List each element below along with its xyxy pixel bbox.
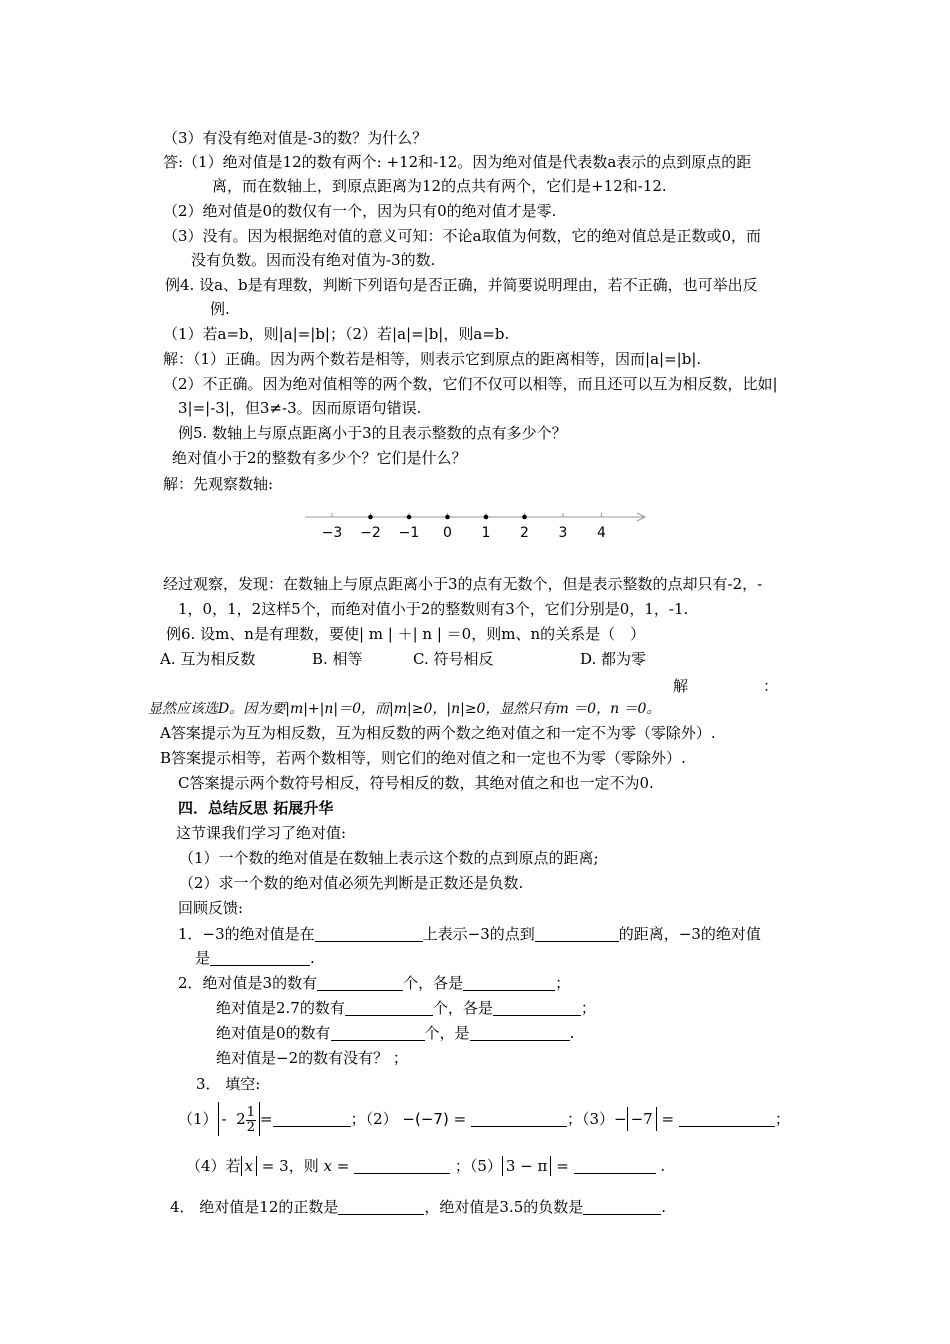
summary-point-1: （1）一个数的绝对值是在数轴上表示这个数的点到原点的距离; <box>179 849 599 867</box>
integer-point <box>407 515 412 520</box>
example-6-solution: 显然应该选D。因为要|m|+|n|＝0，而|m|≥0，|n|≥0，显然只有m ＝0，n ＝0。 <box>148 701 661 717</box>
option-d: D. 都为零 <box>580 650 647 668</box>
example-4-statements: （1）若a=b，则|a|=|b|；（2）若|a|=|b|，则a=b. <box>163 325 510 343</box>
example-4-title-cont: 例. <box>210 300 230 318</box>
exercise-1-blank-3[interactable] <box>210 949 310 966</box>
tick-label: 4 <box>597 525 606 541</box>
exercise-3-blank-5[interactable] <box>574 1157 656 1174</box>
exercise-1-blank-2[interactable] <box>535 925 619 942</box>
fraction: $\frac{1}{2}$ <box>246 1104 255 1135</box>
example-5-title: 例5. 数轴上与原点距离小于3的且表示整数的点有多少个？ <box>178 424 567 442</box>
exercise-2a-blank-2[interactable] <box>463 974 555 991</box>
summary-intro: 这节课我们学习了绝对值: <box>176 824 347 842</box>
exercise-3-blank-1[interactable] <box>273 1110 351 1127</box>
integer-point <box>368 515 373 520</box>
exercise-2b-blank-1[interactable] <box>345 999 433 1016</box>
exercise-2c-blank-2[interactable] <box>470 1024 570 1041</box>
exercise-3-blank-3[interactable] <box>679 1110 775 1127</box>
question-3: （3）有没有绝对值是-3的数？为什么？ <box>163 129 428 147</box>
exercise-1-blank-1[interactable] <box>315 925 423 942</box>
exercise-4-blank-2[interactable] <box>583 1198 661 1215</box>
tick-label: −1 <box>398 525 420 541</box>
summary-point-2: （2）求一个数的绝对值必须先判断是正数还是负数. <box>179 874 524 892</box>
example-4-solution-3: 3|=|-3|，但3≠-3。因而原语句错误. <box>178 399 422 417</box>
exercise-2b: 绝对值是2.7的数有 个，各是 ； <box>216 999 596 1017</box>
exercise-4: 4． 绝对值是12的正数是 ，绝对值是3.5的负数是 . <box>170 1198 667 1216</box>
answer-a-note: A答案提示为互为相反数，互为相反数的两个数之绝对值之和一定不为零（零除外）. <box>160 724 716 742</box>
observation-1: 经过观察，发现：在数轴上与原点距离小于3的点有无数个，但是表示整数的点却只有-2，- <box>163 575 763 593</box>
answer-line-4: （3）没有。因为根据绝对值的意义可知：不论a取值为何数，它的绝对值总是正数或0，而 <box>163 227 762 245</box>
integer-point <box>522 515 527 520</box>
exercise-2c-blank-1[interactable] <box>331 1024 425 1041</box>
exercise-2b-blank-2[interactable] <box>493 999 581 1016</box>
example-4-solution-1: 解：（1）正确。因为两个数若是相等，则表示它到原点的距离相等，因而|a|=|b|. <box>163 350 702 368</box>
answer-line-3: （2）绝对值是0的数仅有一个，因为只有0的绝对值才是零. <box>163 202 557 220</box>
option-b: B. 相等 <box>312 650 363 668</box>
tick-label: −2 <box>360 525 381 541</box>
exercise-3-row-2: （4）若 x = 3，则 x = ；（5） 3 − π = . <box>186 1157 666 1175</box>
review-label: 回顾反馈: <box>178 899 244 917</box>
tick-label: −3 <box>321 525 343 541</box>
exercise-2c: 绝对值是0的数有 个，是 . <box>216 1024 575 1042</box>
solution-label: 解 ： <box>673 677 779 695</box>
abs-expression-5: 3 − π <box>502 1156 552 1176</box>
exercise-3-title: 3． 填空: <box>196 1075 261 1093</box>
tick-label: 0 <box>443 525 452 541</box>
exercise-3-row-1: （1） - 2 $\frac{1}{2}$ = ；（2） −(−7) = ；（3）− −7 = ； <box>178 1102 790 1136</box>
section-heading: 四．总结反思 拓展升华 <box>178 799 334 817</box>
exercise-2a-blank-1[interactable] <box>317 974 403 991</box>
number-line <box>300 502 660 550</box>
example-5-question: 绝对值小于2的整数有多少个？它们是什么？ <box>172 449 467 467</box>
option-c: C. 符号相反 <box>413 650 494 668</box>
integer-point <box>484 515 489 520</box>
exercise-1-cont: 是 . <box>195 949 315 967</box>
abs-expression-4: x <box>241 1156 257 1176</box>
exercise-3-blank-2[interactable] <box>471 1110 567 1127</box>
exercise-2a: 2．绝对值是3的数有 个，各是 ； <box>178 974 571 992</box>
answer-line-5: 没有负数。因而没有绝对值为-3的数. <box>191 251 436 269</box>
answer-b-note: B答案提示相等，若两个数相等，则它们的绝对值之和一定也不为零（零除外）. <box>160 749 686 767</box>
exercise-1: 1．−3的绝对值是在 上表示−3的点到 的距离，−3的绝对值 <box>178 925 761 943</box>
tick-label: 1 <box>481 525 491 541</box>
option-a: A. 互为相反数 <box>160 650 256 668</box>
abs-expression-1: - 2 $\frac{1}{2}$ <box>218 1102 260 1136</box>
integer-point <box>445 515 450 520</box>
example-4-solution-2: （2）不正确。因为绝对值相等的两个数，它们不仅可以相等，而且还可以互为相反数，比如| <box>163 375 778 393</box>
abs-expression-3: −7 <box>627 1107 657 1131</box>
example-4-title: 例4. 设a、b是有理数，判断下列语句是否正确，并简要说明理由，若不正确，也可举出反 <box>165 276 758 294</box>
example-5-solution: 解：先观察数轴: <box>163 475 274 493</box>
example-6-title: 例6. 设m、n是有理数，要使| m | ＋| n | ＝0，则m、n的关系是（ ） <box>166 625 646 643</box>
exercise-2d: 绝对值是−2的数有没有？ ； <box>216 1049 408 1067</box>
answer-line-2: 离，而在数轴上，到原点距离为12的点共有两个，它们是+12和-12. <box>212 177 667 195</box>
tick-label: 3 <box>558 525 568 541</box>
observation-2: 1，0，1，2这样5个，而绝对值小于2的整数则有3个，它们分别是0，1，-1. <box>178 600 689 618</box>
exercise-4-blank-1[interactable] <box>338 1198 424 1215</box>
answer-line-1: 答:（1）绝对值是12的数有两个: +12和-12。因为绝对值是代表数a表示的点到原点的距 <box>163 153 752 171</box>
tick-label: 2 <box>520 525 529 541</box>
exercise-3-blank-4[interactable] <box>354 1157 450 1174</box>
answer-c-note: C答案提示两个数符号相反，符号相反的数，其绝对值之和也一定不为0. <box>178 774 654 792</box>
